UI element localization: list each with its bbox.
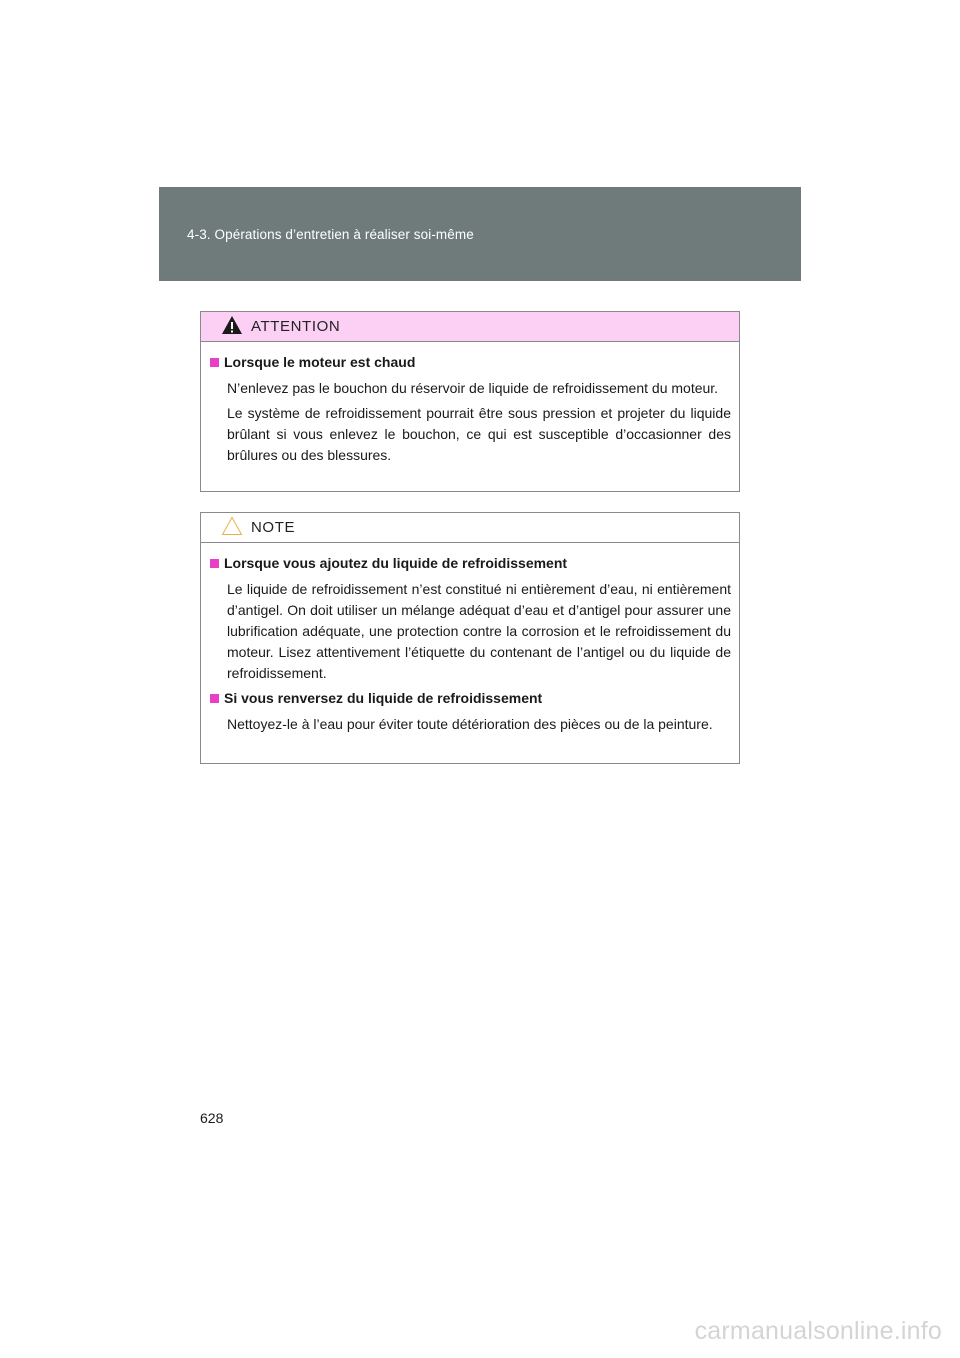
item-title-text: Si vous renversez du liquide de refroidissement (224, 690, 543, 706)
attention-body (201, 342, 739, 466)
section-title: 4-3. Opérations d’entretien à réaliser soi-même (187, 227, 474, 242)
note-label: NOTE (251, 519, 296, 536)
item-title-text: Lorsque vous ajoutez du liquide de refroidissement (224, 555, 568, 571)
square-bullet-icon (210, 559, 219, 568)
section-header-band (159, 187, 801, 281)
item-paragraph: Le système de refroidissement pourrait être sous pression et projeter du liquide brûlant si vous enlevez le bouchon, ce qui est susceptible d’occasionner des brûlures ou des blessures. (227, 405, 731, 463)
item-paragraph: Le liquide de refroidissement n’est constitué ni entièrement d’eau, ni entièrement d’antigel. On doit utiliser un mélange adéquat d’eau et d’antigel pour assurer une lubrification adéquate, une protection contre la corrosion et le refroidissement du moteur. Lisez attentivement l’étiquette du contenant de l’antigel ou du liquide de refroidissement. (227, 581, 731, 681)
attention-box (200, 311, 740, 492)
item-paragraph: Nettoyez-le à l’eau pour éviter toute détérioration des pièces ou de la peinture. (227, 716, 713, 732)
item-title-text: Lorsque le moteur est chaud (224, 354, 416, 370)
warning-outline-icon (221, 516, 243, 536)
square-bullet-icon (210, 358, 219, 367)
item-paragraph: N’enlevez pas le bouchon du réservoir de liquide de refroidissement du moteur. (227, 380, 719, 396)
attention-label: ATTENTION (251, 318, 341, 335)
watermark: carmanualsonline.info (694, 1317, 942, 1345)
note-body (201, 543, 739, 735)
page-number: 628 (200, 1110, 224, 1126)
warning-filled-icon (221, 315, 243, 335)
note-item-title (210, 553, 731, 573)
note-header (201, 513, 739, 543)
attention-item-title (210, 352, 731, 372)
note-item-title (210, 688, 731, 708)
attention-header (201, 312, 739, 342)
note-box (200, 512, 740, 764)
square-bullet-icon (210, 694, 219, 703)
